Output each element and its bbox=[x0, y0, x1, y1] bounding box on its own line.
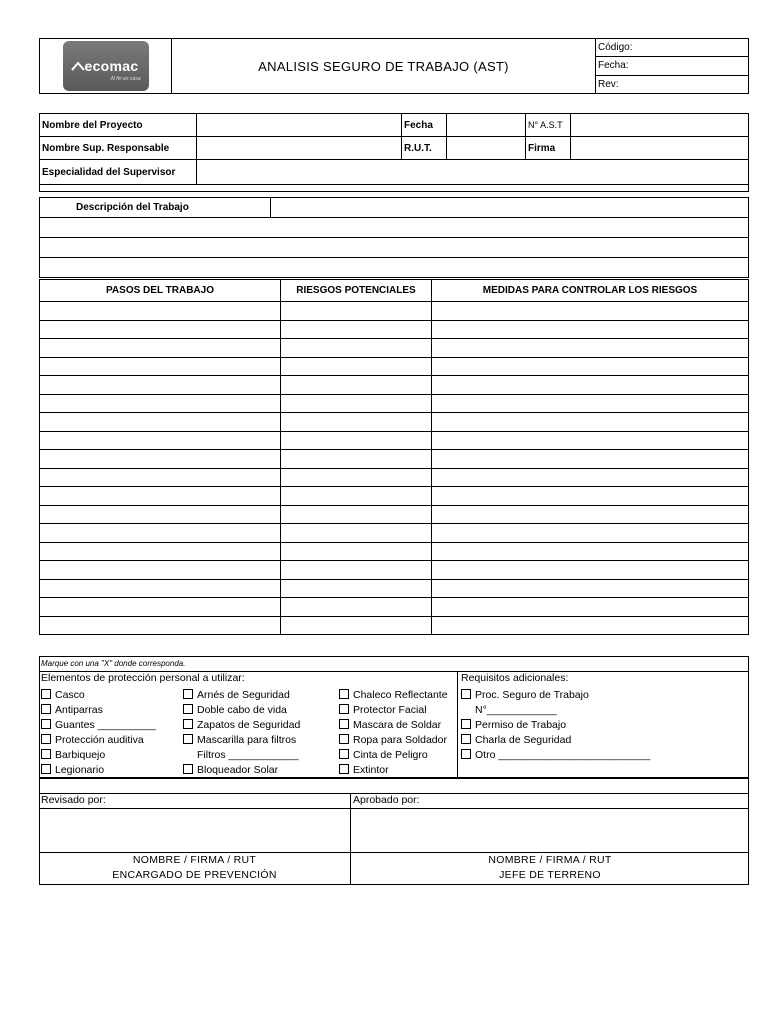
checkbox[interactable] bbox=[339, 734, 349, 744]
step-cell[interactable] bbox=[40, 450, 281, 469]
descripcion-line-1[interactable] bbox=[40, 218, 749, 238]
checkbox[interactable] bbox=[339, 749, 349, 759]
ppe-option-label: Mascarilla para filtros bbox=[197, 734, 297, 746]
header-medidas: MEDIDAS PARA CONTROLAR LOS RIESGOS bbox=[432, 280, 749, 302]
ppe-option-label: Extintor bbox=[353, 764, 389, 776]
ppe-option[interactable] bbox=[339, 718, 448, 733]
step-cell[interactable] bbox=[40, 505, 281, 524]
ppe-option-label: Legionario bbox=[55, 764, 105, 776]
ppe-column-1 bbox=[41, 688, 156, 778]
input-firma[interactable] bbox=[571, 137, 749, 160]
ppe-option-label: Otro __________________________ bbox=[475, 749, 651, 761]
control-cell[interactable] bbox=[432, 542, 749, 561]
ppe-option-label: Bloqueador Solar bbox=[197, 764, 279, 776]
ppe-column-4 bbox=[461, 688, 650, 763]
ppe-option-label: Guantes __________ bbox=[55, 719, 157, 731]
spacer-row bbox=[40, 185, 749, 192]
ppe-option[interactable] bbox=[339, 703, 448, 718]
project-info-table bbox=[39, 113, 749, 192]
step-cell[interactable] bbox=[40, 616, 281, 635]
roof-icon bbox=[71, 61, 85, 71]
ppe-option-label: Ropa para Soldador bbox=[353, 734, 447, 746]
control-cell[interactable] bbox=[432, 524, 749, 543]
control-cell[interactable] bbox=[432, 561, 749, 580]
input-fecha[interactable] bbox=[447, 114, 526, 137]
table-row bbox=[40, 487, 749, 506]
ppe-option[interactable] bbox=[461, 703, 650, 718]
table-row bbox=[40, 376, 749, 395]
ppe-option-label: Charla de Seguridad bbox=[475, 734, 572, 746]
step-cell[interactable] bbox=[40, 394, 281, 413]
aprobado-label: Aprobado por: bbox=[353, 794, 420, 806]
checkbox[interactable] bbox=[461, 719, 471, 729]
ppe-option[interactable] bbox=[41, 688, 156, 703]
checkbox[interactable] bbox=[41, 689, 51, 699]
right-signature-caption: NOMBRE / FIRMA / RUT JEFE DE TERRENO bbox=[488, 854, 612, 881]
step-cell[interactable] bbox=[40, 468, 281, 487]
table-row bbox=[40, 320, 749, 339]
ppe-option[interactable] bbox=[183, 763, 300, 778]
ppe-option[interactable] bbox=[183, 718, 300, 733]
ppe-title: Elementos de protección personal a utilizar: bbox=[41, 672, 245, 684]
document-title: ANALISIS SEGURO DE TRABAJO (AST) bbox=[172, 39, 596, 94]
ppe-vertical-divider bbox=[457, 671, 458, 778]
risk-cell[interactable] bbox=[281, 616, 432, 635]
ppe-option[interactable] bbox=[183, 733, 300, 748]
header-riesgos: RIESGOS POTENCIALES bbox=[281, 280, 432, 302]
step-cell[interactable] bbox=[40, 524, 281, 543]
input-nombre-sup[interactable] bbox=[197, 137, 402, 160]
risk-cell[interactable] bbox=[281, 320, 432, 339]
checkbox[interactable] bbox=[339, 764, 349, 774]
risk-cell[interactable] bbox=[281, 339, 432, 358]
ppe-option-label: Doble cabo de vida bbox=[197, 704, 287, 716]
checkbox[interactable] bbox=[183, 764, 193, 774]
ppe-option[interactable] bbox=[183, 748, 300, 763]
checkbox[interactable] bbox=[183, 704, 193, 714]
step-cell[interactable] bbox=[40, 339, 281, 358]
checkbox[interactable] bbox=[183, 719, 193, 729]
ppe-option-label: Chaleco Reflectante bbox=[353, 689, 448, 701]
fecha-header-field[interactable]: Fecha: bbox=[596, 57, 749, 75]
ecomac-logo: ecomac Al fin en casa bbox=[63, 41, 149, 91]
label-rut: R.U.T. bbox=[402, 137, 447, 160]
ppe-option[interactable] bbox=[339, 688, 448, 703]
label-especialidad: Especialidad del Supervisor bbox=[40, 160, 197, 185]
risk-cell[interactable] bbox=[281, 505, 432, 524]
ppe-option-label: Mascara de Soldar bbox=[353, 719, 442, 731]
ast-steps-table bbox=[39, 279, 749, 635]
ppe-option-label: Zapatos de Seguridad bbox=[197, 719, 301, 731]
ppe-column-2 bbox=[183, 688, 300, 778]
ppe-option-label: Barbiquejo bbox=[55, 749, 106, 761]
ppe-option[interactable] bbox=[461, 748, 650, 763]
control-cell[interactable] bbox=[432, 320, 749, 339]
ppe-option[interactable] bbox=[41, 703, 156, 718]
ppe-option-label: Casco bbox=[55, 689, 85, 701]
checkbox[interactable] bbox=[461, 689, 471, 699]
step-cell[interactable] bbox=[40, 357, 281, 376]
ppe-option[interactable] bbox=[41, 718, 156, 733]
control-cell[interactable] bbox=[432, 413, 749, 432]
risk-cell[interactable] bbox=[281, 487, 432, 506]
ppe-option-label: Arnés de Seguridad bbox=[197, 689, 290, 701]
risk-cell[interactable] bbox=[281, 376, 432, 395]
risk-cell[interactable] bbox=[281, 357, 432, 376]
table-row bbox=[40, 357, 749, 376]
control-cell[interactable] bbox=[432, 431, 749, 450]
label-descripcion: Descripción del Trabajo bbox=[40, 198, 271, 218]
label-n-ast: N° A.S.T bbox=[526, 114, 571, 137]
document-header bbox=[39, 38, 749, 94]
ppe-option-label: Cinta de Peligro bbox=[353, 749, 428, 761]
aprobado-signature-area[interactable] bbox=[351, 809, 749, 852]
checkbox[interactable] bbox=[339, 689, 349, 699]
input-rut[interactable] bbox=[447, 137, 526, 160]
ppe-note: Marque con una "X" donde corresponda. bbox=[41, 659, 186, 668]
table-row bbox=[40, 579, 749, 598]
checkbox[interactable] bbox=[41, 749, 51, 759]
checkbox[interactable] bbox=[461, 749, 471, 759]
ppe-option[interactable] bbox=[41, 733, 156, 748]
rev-field[interactable]: Rev: bbox=[596, 75, 749, 93]
input-nombre-proyecto[interactable] bbox=[197, 114, 402, 137]
control-cell[interactable] bbox=[432, 487, 749, 506]
revisado-signature-area[interactable] bbox=[39, 809, 350, 852]
control-cell[interactable] bbox=[432, 598, 749, 617]
ppe-option[interactable] bbox=[461, 718, 650, 733]
table-row bbox=[40, 524, 749, 543]
control-cell[interactable] bbox=[432, 394, 749, 413]
risk-cell[interactable] bbox=[281, 450, 432, 469]
step-cell[interactable] bbox=[40, 413, 281, 432]
checkbox[interactable] bbox=[461, 734, 471, 744]
ppe-option-label: Proc. Seguro de Trabajo bbox=[475, 689, 589, 701]
input-especialidad[interactable] bbox=[197, 160, 749, 185]
step-cell[interactable] bbox=[40, 542, 281, 561]
revisado-label: Revisado por: bbox=[41, 794, 106, 806]
codigo-field[interactable]: Código: bbox=[596, 39, 749, 57]
ppe-option[interactable] bbox=[41, 748, 156, 763]
control-cell[interactable] bbox=[432, 616, 749, 635]
table-row bbox=[40, 598, 749, 617]
control-cell[interactable] bbox=[432, 376, 749, 395]
descripcion-line-3[interactable] bbox=[40, 258, 749, 278]
ppe-option-label: N°____________ bbox=[475, 704, 557, 716]
label-fecha: Fecha bbox=[402, 114, 447, 137]
risk-cell[interactable] bbox=[281, 468, 432, 487]
ppe-option-label: Protección auditiva bbox=[55, 734, 144, 746]
input-descripcion[interactable] bbox=[271, 198, 749, 218]
risk-cell[interactable] bbox=[281, 524, 432, 543]
step-cell[interactable] bbox=[40, 561, 281, 580]
checkbox[interactable] bbox=[339, 719, 349, 729]
ppe-option-label: Filtros ____________ bbox=[197, 749, 299, 761]
checkbox[interactable] bbox=[41, 719, 51, 729]
label-nombre-sup: Nombre Sup. Responsable bbox=[40, 137, 197, 160]
risk-cell[interactable] bbox=[281, 598, 432, 617]
checkbox[interactable] bbox=[41, 734, 51, 744]
table-row bbox=[40, 468, 749, 487]
step-cell[interactable] bbox=[40, 302, 281, 321]
ppe-option[interactable] bbox=[339, 733, 448, 748]
requisitos-title: Requisitos adicionales: bbox=[461, 672, 569, 684]
table-row bbox=[40, 561, 749, 580]
ppe-option[interactable] bbox=[183, 688, 300, 703]
descripcion-line-2[interactable] bbox=[40, 238, 749, 258]
checkbox[interactable] bbox=[41, 764, 51, 774]
table-row bbox=[40, 431, 749, 450]
ppe-option-label: Permiso de Trabajo bbox=[475, 719, 567, 731]
step-cell[interactable] bbox=[40, 579, 281, 598]
input-n-ast[interactable] bbox=[571, 114, 749, 137]
ppe-option[interactable] bbox=[461, 688, 650, 703]
label-firma: Firma bbox=[526, 137, 571, 160]
risk-cell[interactable] bbox=[281, 413, 432, 432]
ppe-option-label: Protector Facial bbox=[353, 704, 427, 716]
ppe-column-3 bbox=[339, 688, 448, 778]
descripcion-table bbox=[39, 197, 749, 278]
ppe-option[interactable] bbox=[41, 763, 156, 778]
logo-cell bbox=[40, 39, 172, 94]
risk-cell[interactable] bbox=[281, 394, 432, 413]
control-cell[interactable] bbox=[432, 468, 749, 487]
checkbox[interactable] bbox=[183, 689, 193, 699]
checkbox[interactable] bbox=[183, 734, 193, 744]
table-row bbox=[40, 616, 749, 635]
header-pasos: PASOS DEL TRABAJO bbox=[40, 280, 281, 302]
control-cell[interactable] bbox=[432, 357, 749, 376]
table-row bbox=[40, 505, 749, 524]
ppe-option[interactable] bbox=[339, 748, 448, 763]
checkbox[interactable] bbox=[41, 704, 51, 714]
control-cell[interactable] bbox=[432, 505, 749, 524]
control-cell[interactable] bbox=[432, 302, 749, 321]
ppe-option[interactable] bbox=[339, 763, 448, 778]
table-row bbox=[40, 542, 749, 561]
checkbox[interactable] bbox=[339, 704, 349, 714]
step-cell[interactable] bbox=[40, 376, 281, 395]
left-signature-caption: NOMBRE / FIRMA / RUT ENCARGADO DE PREVENCIÓN bbox=[112, 854, 277, 881]
risk-cell[interactable] bbox=[281, 561, 432, 580]
ppe-option[interactable] bbox=[461, 733, 650, 748]
table-row bbox=[40, 339, 749, 358]
risk-cell[interactable] bbox=[281, 302, 432, 321]
risk-cell[interactable] bbox=[281, 542, 432, 561]
label-nombre-proyecto: Nombre del Proyecto bbox=[40, 114, 197, 137]
ppe-option[interactable] bbox=[183, 703, 300, 718]
step-cell[interactable] bbox=[40, 598, 281, 617]
step-cell[interactable] bbox=[40, 320, 281, 339]
control-cell[interactable] bbox=[432, 339, 749, 358]
table-row bbox=[40, 413, 749, 432]
ppe-option-label: Antiparras bbox=[55, 704, 103, 716]
step-cell[interactable] bbox=[40, 431, 281, 450]
table-row bbox=[40, 450, 749, 469]
table-row bbox=[40, 394, 749, 413]
step-cell[interactable] bbox=[40, 487, 281, 506]
risk-cell[interactable] bbox=[281, 579, 432, 598]
risk-cell[interactable] bbox=[281, 431, 432, 450]
control-cell[interactable] bbox=[432, 450, 749, 469]
table-row bbox=[40, 302, 749, 321]
control-cell[interactable] bbox=[432, 579, 749, 598]
